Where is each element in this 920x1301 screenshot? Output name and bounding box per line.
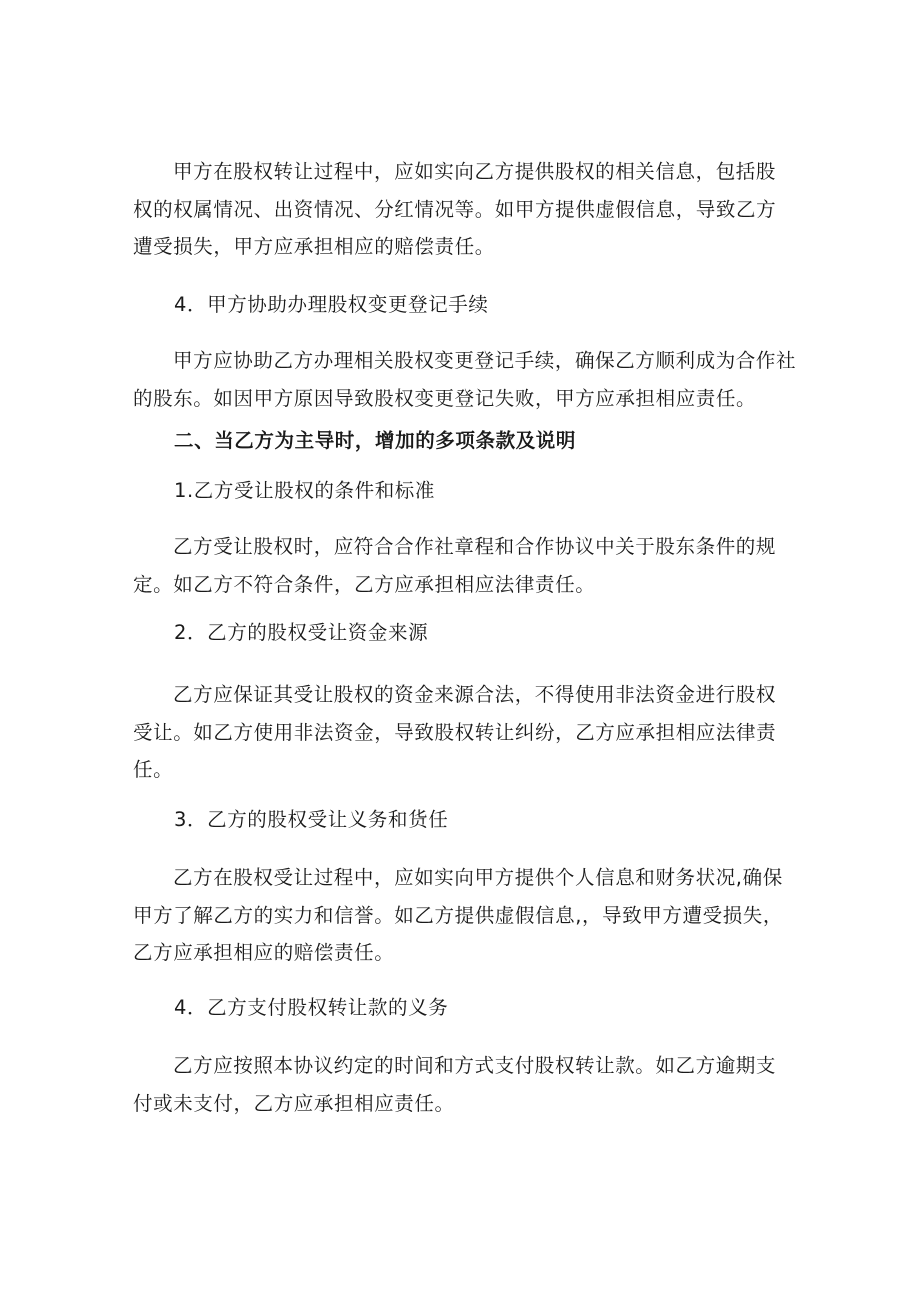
paragraph-line: 权的权属情况、出资情况、分红情况等。如甲方提供虚假信息，导致乙方 xyxy=(133,197,777,221)
paragraph-party-b-payment xyxy=(133,1047,793,1122)
clause-heading-b4: 4．乙方支付股权转让款的义务 xyxy=(174,996,449,1019)
paragraph-line: 甲方应协助乙方办理相关股权变更登记手续，确保乙方顺利成为合作社 xyxy=(173,349,797,372)
paragraph-party-a-registration xyxy=(133,342,797,417)
clause-heading-a4: 4．甲方协助办理股权变更登记手续 xyxy=(174,293,489,316)
paragraph-line: 任。 xyxy=(133,758,174,781)
section-heading-two: 二、当乙方为主导时，增加的多项条款及说明 xyxy=(174,429,577,452)
paragraph-party-b-conditions xyxy=(133,528,793,603)
paragraph-line: 遭受损失，甲方应承担相应的赔偿责任。 xyxy=(133,235,495,258)
paragraph-line: 乙方在股权受让过程中，应如实向甲方提供个人信息和财务状况,确保 xyxy=(173,866,783,889)
clause-heading-b1: 1.乙方受让股权的条件和标准 xyxy=(174,479,436,502)
paragraph-line: 定。如乙方不符合条件，乙方应承担相应法律责任。 xyxy=(133,572,596,596)
paragraph-line: 的股东。如因甲方原因导致股权变更登记失败，甲方应承担相应责任。 xyxy=(133,386,757,410)
paragraph-line: 乙方受让股权时，应符合合作社章程和合作协议中关于股东条件的规 xyxy=(173,535,777,558)
paragraph-line: 乙方应按照本协议约定的时间和方式支付股权转让款。如乙方逾期支 xyxy=(173,1054,777,1077)
clause-heading-b3: 3．乙方的股权受让义务和货任 xyxy=(174,808,449,831)
paragraph-party-a-disclosure xyxy=(133,153,793,266)
paragraph-line: 甲方了解乙方的实力和信誉。如乙方提供虚假信息,，导致甲方遭受损失， xyxy=(133,903,783,927)
paragraph-party-b-funds xyxy=(133,676,793,789)
clause-heading-b2: 2．乙方的股权受让资金来源 xyxy=(174,621,429,644)
paragraph-line: 付或未支付，乙方应承担相应责任。 xyxy=(133,1091,455,1115)
paragraph-line: 甲方在股权转让过程中，应如实向乙方提供股权的相关信息，包括股 xyxy=(173,160,777,183)
paragraph-party-b-obligations xyxy=(133,859,793,972)
paragraph-line: 乙方应承担相应的赔偿责任。 xyxy=(133,941,395,964)
paragraph-line: 乙方应保证其受让股权的资金来源合法，不得使用非法资金进行股权 xyxy=(173,683,777,706)
paragraph-line: 受让。如乙方使用非法资金，导致股权转让纠纷，乙方应承担相应法律责 xyxy=(133,720,777,744)
